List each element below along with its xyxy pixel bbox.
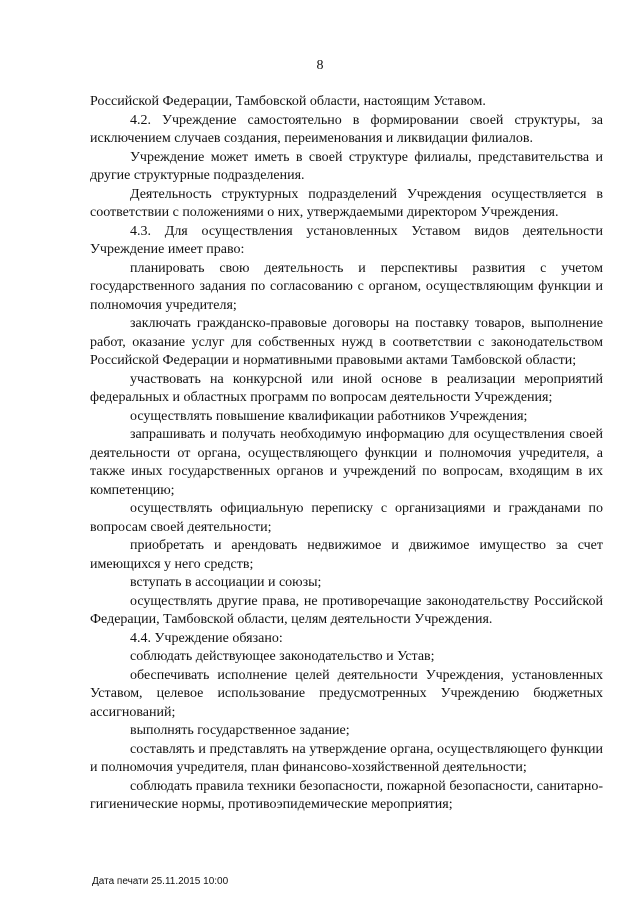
document-body bbox=[90, 93, 603, 815]
paragraph: планировать свою деятельность и перспективы развития с учетом государственного задания по согласованию с органом, осуществляющим функции и полномочия учредителя; bbox=[90, 260, 603, 313]
paragraph: 4.4. Учреждение обязано: bbox=[130, 630, 283, 646]
paragraph: обеспечивать исполнение целей деятельности Учреждения, установленных Уставом, целевое использование предусмотренных Учреждению бюджетных ассигнований; bbox=[90, 667, 603, 720]
paragraph: составлять и представлять на утверждение органа, осуществляющего функции и полномочия учредителя, план финансово-хозяйственной деятельности; bbox=[90, 741, 603, 775]
paragraph: вступать в ассоциации и союзы; bbox=[130, 575, 322, 590]
paragraph: запрашивать и получать необходимую информацию для осуществления своей деятельности от органа, осуществляющего функции и полномочия учредителя, а также иных государственных органов и учреждений по вопросам, входящим в их компетенцию; bbox=[90, 427, 603, 498]
paragraph: осуществлять официальную переписку с организациями и гражданами по вопросам своей деятельности; bbox=[90, 501, 603, 535]
paragraph: осуществлять повышение квалификации работников Учреждения; bbox=[130, 408, 528, 424]
print-date-footer: Дата печати 25.11.2015 10:00 bbox=[92, 876, 229, 887]
paragraph: осуществлять другие права, не противоречащие законодательству Российской Федерации, Тамбовской области, целям деятельности Учреждения. bbox=[90, 593, 603, 627]
paragraph: соблюдать правила техники безопасности, пожарной безопасности, санитарно-гигиенические нормы, противоэпидемические мероприятия; bbox=[90, 778, 603, 812]
paragraph: 4.3. Для осуществления установленных Уставом видов деятельности Учреждение имеет право: bbox=[90, 223, 603, 257]
page-number: 8 bbox=[316, 58, 324, 73]
paragraph: Учреждение может иметь в своей структуре филиалы, представительства и другие структурные подразделения. bbox=[90, 149, 603, 183]
paragraph: приобретать и арендовать недвижимое и движимое имущество за счет имеющихся у него средств; bbox=[90, 538, 603, 572]
paragraph: участвовать на конкурсной или иной основе в реализации мероприятий федеральных и областных программ по вопросам деятельности Учреждения; bbox=[90, 371, 603, 405]
paragraph: заключать гражданско-правовые договоры на поставку товаров, выполнение работ, оказание услуг для собственных нужд в соответствии с законодательством Российской Федерации и нормативными правовыми актами Тамбовской области; bbox=[90, 316, 603, 368]
paragraph: выполнять государственное задание; bbox=[130, 723, 350, 738]
paragraph: Российской Федерации, Тамбовской области, настоящим Уставом. bbox=[90, 94, 486, 109]
paragraph: соблюдать действующее законодательство и Устав; bbox=[130, 649, 435, 664]
paragraph: Деятельность структурных подразделений Учреждения осуществляется в соответствии с положениями о них, утверждаемыми директором Учреждения. bbox=[90, 186, 603, 220]
paragraph: 4.2. Учреждение самостоятельно в формировании своей структуры, за исключением случаев создания, переименования и ликвидации филиалов. bbox=[90, 112, 603, 146]
